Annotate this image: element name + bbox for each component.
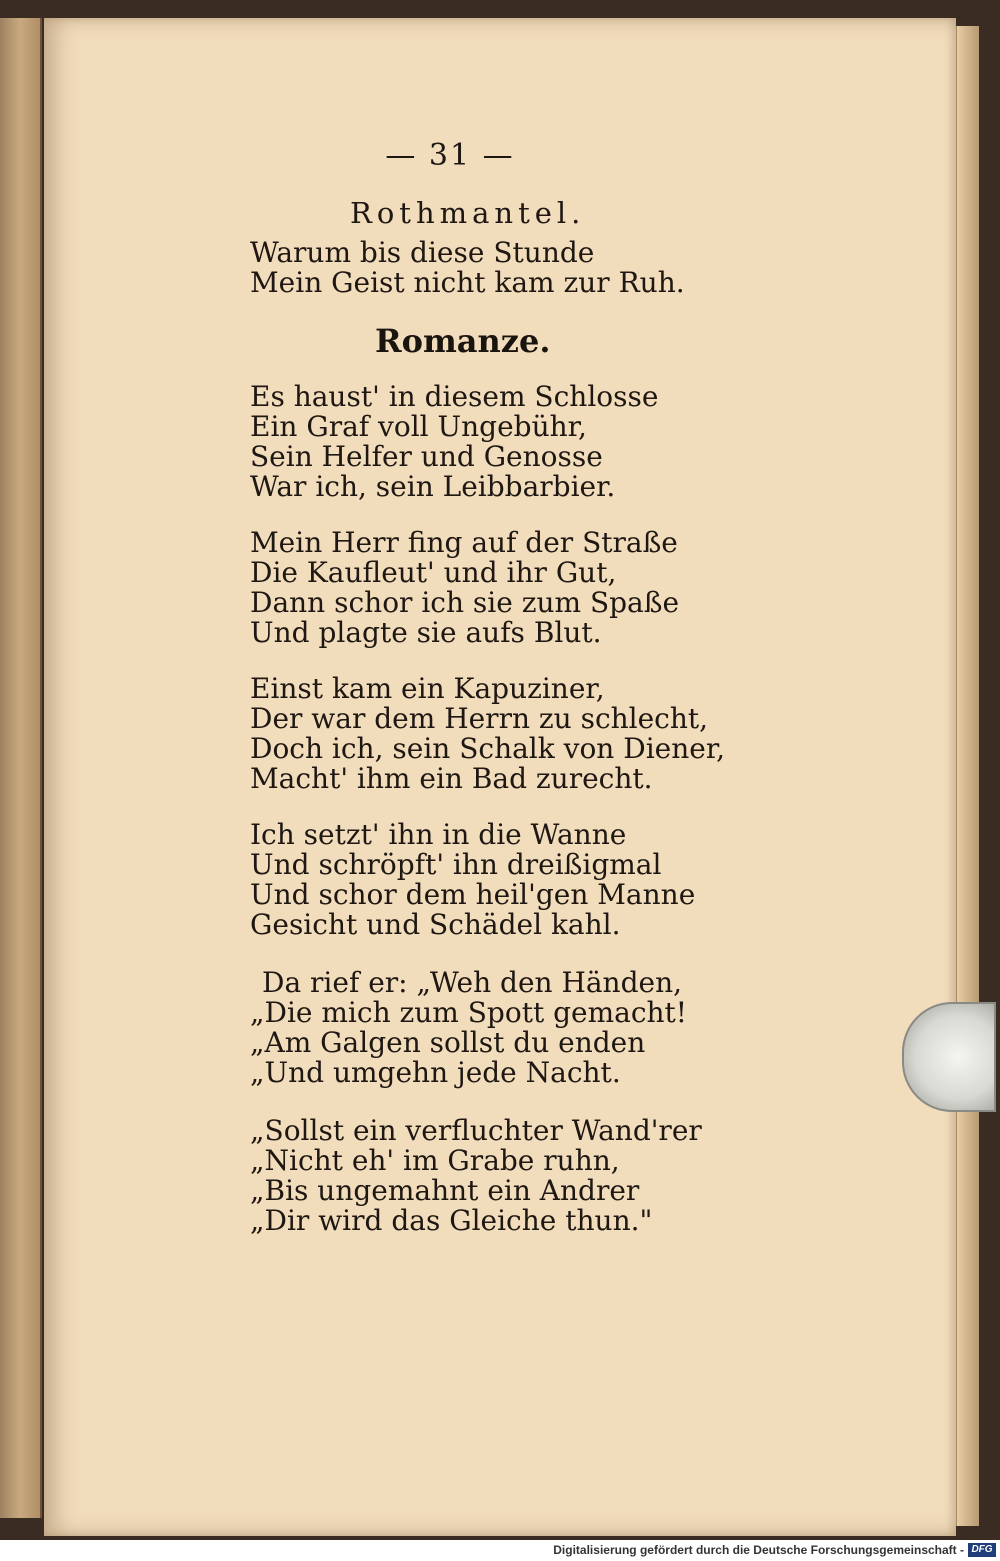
verse-line: Der war dem Herrn zu schlecht, (250, 702, 709, 735)
verse-line: Ein Graf voll Ungebühr, (250, 410, 587, 443)
verse-line: Da rief er: „Weh den Händen, (262, 966, 683, 999)
funding-notice: Digitalisierung gefördert durch die Deutsche Forschungsgemeinschaft - (553, 1543, 964, 1557)
page-stack-edge (956, 26, 979, 1526)
verse-line: Mein Herr fing auf der Straße (250, 526, 678, 559)
verse-line: „Die mich zum Spott gemacht! (250, 996, 688, 1029)
intro-line: Warum bis diese Stunde (250, 236, 595, 269)
verse-line: „Nicht eh' im Grabe ruhn, (250, 1144, 620, 1177)
intro-line: Mein Geist nicht kam zur Ruh. (250, 266, 685, 299)
dfg-logo: DFG (968, 1543, 996, 1557)
verse-line: „Bis ungemahnt ein Andrer (250, 1174, 640, 1207)
verse-line: „Und umgehn jede Nacht. (250, 1056, 621, 1089)
verse-line: Und schröpft' ihn dreißigmal (250, 848, 662, 881)
verse-line: Gesicht und Schädel kahl. (250, 908, 621, 941)
verse-line: War ich, sein Leibbarbier. (250, 470, 616, 503)
verse-line: Einst kam ein Kapuziner, (250, 672, 605, 705)
page-number: — 31 — (385, 138, 515, 173)
digitization-footer (0, 1540, 1000, 1561)
verse-line: „Dir wird das Gleiche thun." (250, 1204, 653, 1237)
section-label: Rothmantel. (350, 196, 586, 230)
poem-heading: Romanze. (375, 322, 551, 360)
verse-line: Ich setzt' ihn in die Wanne (250, 818, 627, 851)
verse-line: Und plagte sie aufs Blut. (250, 616, 602, 649)
facing-page-edge (0, 18, 42, 1518)
verse-line: Doch ich, sein Schalk von Diener, (250, 732, 726, 765)
verse-line: Macht' ihm ein Bad zurecht. (250, 762, 653, 795)
verse-line: Die Kaufleut' und ihr Gut, (250, 556, 617, 589)
verse-line: Es haust' in diesem Schlosse (250, 380, 659, 413)
verse-line: „Sollst ein verfluchter Wand'rer (250, 1114, 702, 1147)
verse-line: „Am Galgen sollst du enden (250, 1026, 646, 1059)
verse-line: Sein Helfer und Genosse (250, 440, 603, 473)
verse-line: Und schor dem heil'gen Manne (250, 878, 696, 911)
verse-line: Dann schor ich sie zum Spaße (250, 586, 680, 619)
paper-clip (902, 1002, 996, 1112)
